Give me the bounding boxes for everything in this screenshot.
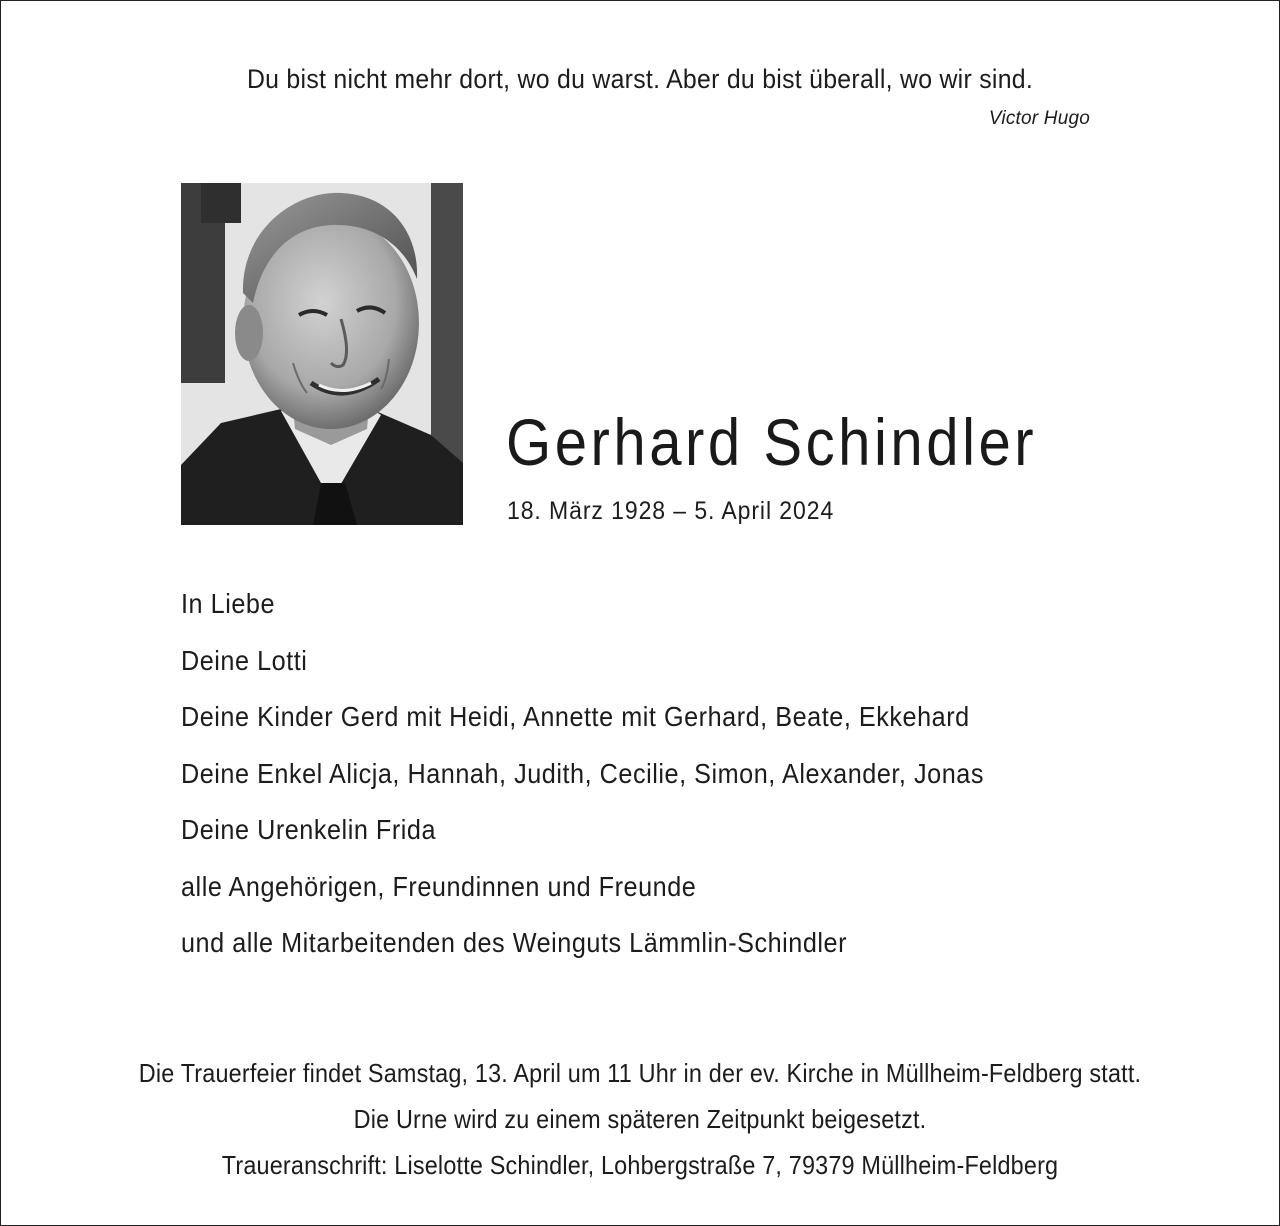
funeral-service-line: Die Trauerfeier findet Samstag, 13. April um 11 Uhr in der ev. Kirche in Müllheim-Feldberg statt. [138, 1058, 1142, 1088]
life-dates: 18. März 1928 – 5. April 2024 [507, 497, 835, 525]
mourner-line: Deine Enkel Alicja, Hannah, Judith, Cecilie, Simon, Alexander, Jonas [181, 757, 984, 789]
mourning-address-line: Traueranschrift: Liselotte Schindler, Lohbergstraße 7, 79379 Müllheim-Feldberg [221, 1150, 1059, 1180]
mourner-line: In Liebe [181, 588, 276, 619]
mourner-line: und alle Mitarbeitenden des Weinguts Lämmlin-Schindler [181, 927, 848, 958]
mourner-line: alle Angehörigen, Freundinnen und Freunde [181, 870, 697, 902]
urn-burial-line: Die Urne wird zu einem späteren Zeitpunkt beigesetzt. [353, 1104, 927, 1134]
funeral-info [0, 1058, 1280, 1196]
quote-author: Victor Hugo [988, 108, 1090, 129]
quote-text: Du bist nicht mehr dort, wo du warst. Aber du bist überall, wo wir sind. [246, 64, 1034, 94]
mourners-list [181, 588, 1073, 984]
mourner-line: Deine Lotti [181, 644, 308, 676]
mourner-line: Deine Urenkelin Frida [181, 814, 437, 845]
mourner-line: Deine Kinder Gerd mit Heidi, Annette mit Gerhard, Beate, Ekkehard [181, 701, 970, 732]
deceased-name: Gerhard Schindler [506, 405, 1038, 479]
portrait-photo [181, 183, 463, 525]
